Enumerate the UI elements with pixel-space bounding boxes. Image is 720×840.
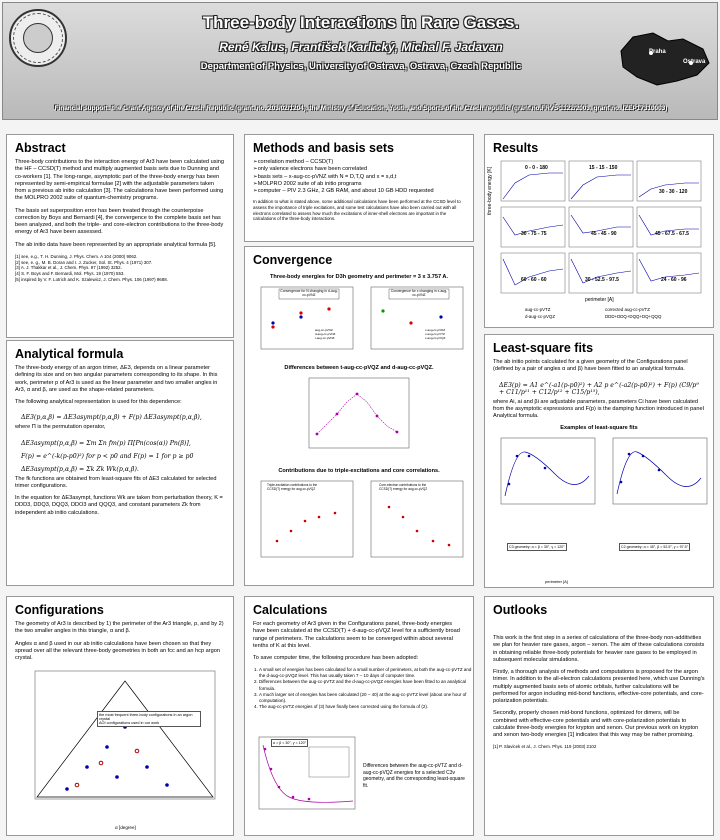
conv-point [327,307,330,310]
calculations-panel [244,596,474,836]
fit-point [642,455,645,458]
fit-point [508,483,511,486]
convergence-fig2 [245,374,473,460]
leastsq-xlabel: perimeter [A] [545,579,568,584]
czech-map [613,23,713,93]
analytical-eq4: ΔE3asympt(p,α,β) = Σk Zk Wk(p,α,β). [21,465,139,473]
calculations-step: 1. A small set of energies has been calculated for a small number of perimeters, at both the aug-cc-pVTZ and the d-aug-cc-pVQZ level. This has usually taken 7 – 10 days of computer time. [259,667,473,679]
leastsq-chart1-label: C3 geometry: α = β = 30°, γ = 120° [509,545,565,549]
legend2-item: x-aug-cc-pVQZ [425,335,446,340]
calc-point [278,786,281,789]
calculations-step: 3. A much larger set of energies has been calculated (20 – 40) at the aug-cc-pVTZ level (about one hour of computation). [259,692,473,704]
results-label-5: 45 - 45 - 90 [591,231,617,237]
abstract-p2: The basis set superposition error has been treated through the counterpoise correction by Boys and Bernardi [4], the convergence to the complete basis set has been analyzed, and both the triple- and core-electron contributions to the three-body energy of Ar3 have been assessed. [15,207,224,236]
map-city-praha: Praha [649,49,666,55]
core-point [388,506,391,509]
ref-2: [2] see, e. g., M. B. Doran and I. J. Zucker, Sol. St. Phys. 4 (1971) 307. [15,259,153,265]
leastsq-p1: The ab initio points calculated for a given geometry of the Configurations panel (defined by a pair of angles α and β) have been fitted to an analytical formula. [493,359,688,373]
methods-item: ➢ computer – PIV 2.3 GHz, 2 GB RAM, and about 10 GB HDD requested [253,188,465,195]
ref-5: [5] inspired by V. F. Lotrich and K. Szalewicz, J. Chem. Phys. 106 (1997) 9688. [15,276,168,282]
analytical-panel [6,340,234,586]
analytical-p2: The following analytical representation is used for this dependence: [15,399,182,406]
leastsq-panel [484,334,714,588]
outlooks-heading: Outlooks [493,603,548,617]
configurations-p1: The geometry of Ar3 is described by 1) the perimeter of the Ar3 triangle, p, and by 2) the two smaller angles in this triangle, α and β. [15,621,224,635]
calculations-chart-label: α = β = 30°, γ = 120° [273,741,307,745]
abstract-refs [15,254,225,283]
configurations-legend-item: the most frequent three-body configurations in an argon crystal [99,713,193,721]
ref-1: [1] see, e.g., T. H. Dunning, J. Phys. Chem. A 104 (2000) 9062. [15,253,138,259]
config-point [85,766,89,770]
core-point [416,530,419,533]
analytical-eq1: ΔE3(p,α,β) = ΔE3asympt(p,α,β) + F(p) ΔE3asympt(p,α,β), [21,414,202,422]
triple-point [334,512,337,515]
methods-item: ➢ MOLPRO 2002 suite of ab initio programs [253,181,465,188]
fit-point [620,481,623,484]
calc-point [270,768,273,771]
configurations-xlabel: α [degree] [115,825,136,830]
results-ylabel: three-body energy [K] [487,166,493,215]
results-label-9: 24 - 60 - 96 [661,277,687,283]
core-point [448,544,451,547]
analytical-p3: where Π is the permutation operator, [15,424,106,431]
results-heading: Results [493,141,539,155]
triple-point [304,520,307,523]
configurations-chart [7,667,234,817]
diff-point [316,433,319,436]
convergence-heading: Convergence [253,253,333,267]
methods-panel [244,134,474,242]
configurations-p2: Angles α and β used in our ab initio calculations have been chosen so that they spread over all the relevant three-body geometries in both an fcc and an hcp argon crystal. [15,640,220,662]
results-xlabel: perimeter [A] [585,297,614,303]
outlooks-p1: This work is the first step in a series of calculations of the three-body non-additivities we plan for heavier rare gases, argon – xenon. The aim of these calculations consists in obtaining reliable three-body potentials for heavier rare gases to be employed in subsequent molecular simulations. [493,635,705,663]
outlooks-p3: Secondly, properly chosen mid-bond functions, optimized for dimers, will be combined with effective-core potentials and with core-polarization potentials to calculate three-body energies for krypton and xenon. Our previous work on krypton and xenon two-body energies [1] indicates that this way may be rather promising. [493,710,699,739]
convergence-panel [244,246,474,586]
results-label-8: 30 - 52.5 - 97.5 [585,277,619,283]
legend2-item: x-aug-cc-pVTZ [425,331,445,336]
fit-point [528,455,531,458]
results-legend [525,307,695,319]
leastsq-heading: Least-square fits [493,341,594,355]
calculations-caption: Differences between the aug-cc-pVTZ and d-aug-cc-pVQZ energies for a selected C3v geometry, and the corresponding least-square fit. [363,763,465,789]
analytical-heading: Analytical formula [15,347,124,361]
calculations-steps [245,667,473,709]
leastsq-chart2-label: C2 geometry: α = 45°, β = 52.5°, γ = 97.5° [621,545,689,549]
calculations-p1: For each geometry of Ar3 given in the Configurations panel, three-body energies have been calculated at the CCSD(T) + d-aug-cc-pVQZ level for a sufficiently broad range of perimeters. The calculations seem to be converged within about several tenths of K at this level. [253,621,460,649]
results-legend-item: DDD+DDQ+DQQ+DQ+QQQ [605,314,662,319]
conv-point [299,315,302,318]
config-point [115,776,119,780]
calculations-p2: To save computer time, the following procedure has been adopted: [253,655,419,662]
core-point [432,540,435,543]
diff-point [396,431,399,434]
core-point [402,516,405,519]
leastsq-charts [485,434,713,514]
ref-4: [4] S. F. Boys and F. Bernardi, Mol. Phys. 19 (1970) 553. [15,271,125,277]
configurations-heading: Configurations [15,603,104,617]
triple-point [276,540,279,543]
legend1-item: d-aug-cc-pVNZ [315,331,336,336]
conv-point [439,315,442,318]
funding-note: Financial support: the Grant Agency of the Czech Republic (grant. no. 203/02/1204), the Ministry of Education, Youth, and Sports of the Czech republic (grant no.FRVŠ 1122/2003, grant no. IZEP17310003) [54,105,668,112]
analytical-p5: In the equation for ΔE3asympt, functions Wk are taken from perturbation theory, K = DDD3, DDQ3, DQQ3, DDO3 and QQQ3, and constant parameters Zk from independent ab initio calculations. [15,495,223,516]
methods-item: ➢ correlation method – CCSD(T) [253,159,465,166]
calculations-heading: Calculations [253,603,328,617]
analytical-p1: The three-body energy of an argon trimer, ΔE3, depends on a linear parameter defining its size and on two angular parameters corresponding to its shape. In this work, perimeter p of Ar3 is used as the linear parameter and two smaller angles in Ar3, α and β, are used as the shape-related parameters. [15,365,218,393]
configurations-legend [97,711,201,727]
legend1-item: t-aug-cc-pVNZ [315,335,335,340]
abstract-body [7,159,233,283]
abstract-p3: The ab initio data have been represented by an appropriate analytical formula [5]. [15,241,217,248]
fit-point [628,453,631,456]
analytical-p4: The fk functions are obtained from least-square fits of ΔE3 calculated for selected trimer configurations. [15,475,217,489]
methods-item: ➢ basis sets – x-aug-cc-pVNZ with N = D,T,Q and x = s,d,t [253,174,465,181]
configurations-panel [6,596,234,836]
calc-point [308,798,311,801]
conv-point [381,309,384,312]
triple-point [318,516,321,519]
abstract-heading: Abstract [15,141,66,155]
config-point [165,784,169,788]
configurations-legend-item: AOI configurations used in our work [99,721,160,725]
diff-point [356,393,359,396]
leastsq-eq: ΔE3(p) = A1 e^(-a1(p-p0)²) + A2 p e^(-a2(p-p0)²) + F(p) (C9/p⁹ + C11/p¹¹ + C12/p¹² + C15/p¹⁵), [499,381,699,396]
results-panel [484,134,714,328]
results-label-6: 45 - 67.5 - 67.5 [655,231,689,237]
config-point [105,746,109,750]
results-label-1: 0 - 0 - 180 [525,165,548,171]
calculations-step: 4. The aug-cc-pVTZ energies of (3) have finally been corrected using the formula of (2). [259,704,473,710]
outlooks-ref: [1] P. Slavicek et al., J. Chem. Phys. 119 (2003) 2102 [493,744,597,750]
department: Department of Physics, University of Ostrava, Ostrava, Czech Republic [200,61,522,72]
map-city-ostrava: Ostrava [683,59,706,65]
fit-point [544,467,547,470]
authors: René Kalus, František Karlický, Michal F. Jadavan [219,40,503,54]
convergence-box1: Convergence for N changing in d-aug-cc-pVNZ [280,289,338,297]
legend1-item: aug-cc-pVNZ [315,329,333,332]
convergence-fig1-title: Three-body energies for D3h geometry and perimeter = 3 x 3.757 A. [269,274,449,280]
fit-point [516,455,519,458]
convergence-box2: Convergence for x changing in x-aug-cc-pVNZ [390,289,448,297]
calc-point [264,748,267,751]
config-point [65,788,69,792]
results-label-4: 30 - 75 - 75 [521,231,547,237]
conv-point [409,321,412,324]
results-legend-item: corrected aug-cc-pVTZ [605,307,650,312]
poster-header [2,2,718,120]
calculations-step: 2. Differences between the aug-cc-pVTZ and the d-aug-cc-pVQZ energies have been fitted to an analytical formula. [259,679,473,691]
analytical-eq3: F(p) = e^(-k(p-p0)²) for p < p0 and F(p) = 1 for p ≥ p0 [21,452,194,460]
results-label-3: 30 - 30 - 120 [659,189,688,195]
conv-point [271,325,274,328]
abstract-p1: Three-body contributions to the interaction energy of Ar3 have been calculated using the HF – CCSD(T) method and multiply augmented basis sets due to Dunning and co-workers [1]. The long-range, asymptotic part of the three-body energy has been represented by semi-empirical formulae [2] with the adjustable parameters taken from a previous ab initio calculation [3]. The calculations have been performed using the MOLPRO 2002 suite of quantum-chemistry programs. [15,159,224,202]
leastsq-p2: where Ai, ai and βi are adjustable parameters, parameters Ci have been calculated from the asymptotic expressions and F(p) is the damping function introduced in panel Analytical formula. [493,398,704,420]
triple-point [290,530,293,533]
convergence-box4: Core-electron contributions to the CCSD(T) energy for aug-cc-pVQZ [379,483,428,491]
convergence-fig3 [245,477,473,567]
conv-point [271,321,274,324]
diff-point [376,415,379,418]
ref-3: [3] A. J. Thakkar et al., J. Chem. Phys. 97 (1992) 3252. [15,265,122,271]
poster-title: Three-body Interactions in Rare Gases. [202,13,520,32]
results-legend-item: aug-cc-pVTZ [525,307,551,312]
outlooks-p2: Firstly, a thorough analysis of methods and computations is proposed for the argon trimer. In addition to the all-electron calculations presented here, which use Dunning's multiply augmented basis sets of atomic orbitals, further calculations will be performed for argon including mid-bond functions, effective-core potentials, and core-polarization potentials. [493,669,705,705]
calc-point [292,796,295,799]
results-subplot [501,161,701,293]
methods-note: In addition to what is stated above, some additional calculations have been performed at the CCSD level to assess the importance of triple excitations, and some test calculations have also been carried out with all electrons correlated to assess how much the excitations of inner-shell electrons are important in the calculations of the three-body interactions. [253,199,461,222]
convergence-fig1 [245,283,473,357]
diff-point [336,413,339,416]
results-legend-item: d-aug-cc-pVQZ [525,314,556,319]
leastsq-fig-title: Examples of least-square fits [560,425,638,432]
outlooks-panel [484,596,714,836]
conv-point [299,311,302,314]
methods-item: ➢ only valence electrons have been correlated [253,166,465,173]
convergence-box3: Triple-excitation contributions to the CCSD(T) energy for aug-cc-pVQZ [267,483,318,491]
fit-point [658,469,661,472]
abstract-panel [6,134,234,338]
analytical-eq2: ΔE3asympt(p,α,β) = Σm Σn fm(p) Π[Pn(cos(α)) Pn(β)], [21,439,191,447]
convergence-fig3-title: Contributions due to triple-excitations and core correlations. [278,468,440,474]
results-label-7: 60 - 60 - 60 [521,277,547,283]
config-point [145,766,149,770]
legend2-item: x-aug-cc-pVDZ [425,329,446,332]
convergence-fig2-title: Differences between t-aug-cc-pVQZ and d-aug-cc-pVQZ. [284,365,434,371]
methods-list [253,159,465,195]
methods-heading: Methods and basis sets [253,141,395,155]
results-label-2: 15 - 15 - 150 [589,165,618,171]
